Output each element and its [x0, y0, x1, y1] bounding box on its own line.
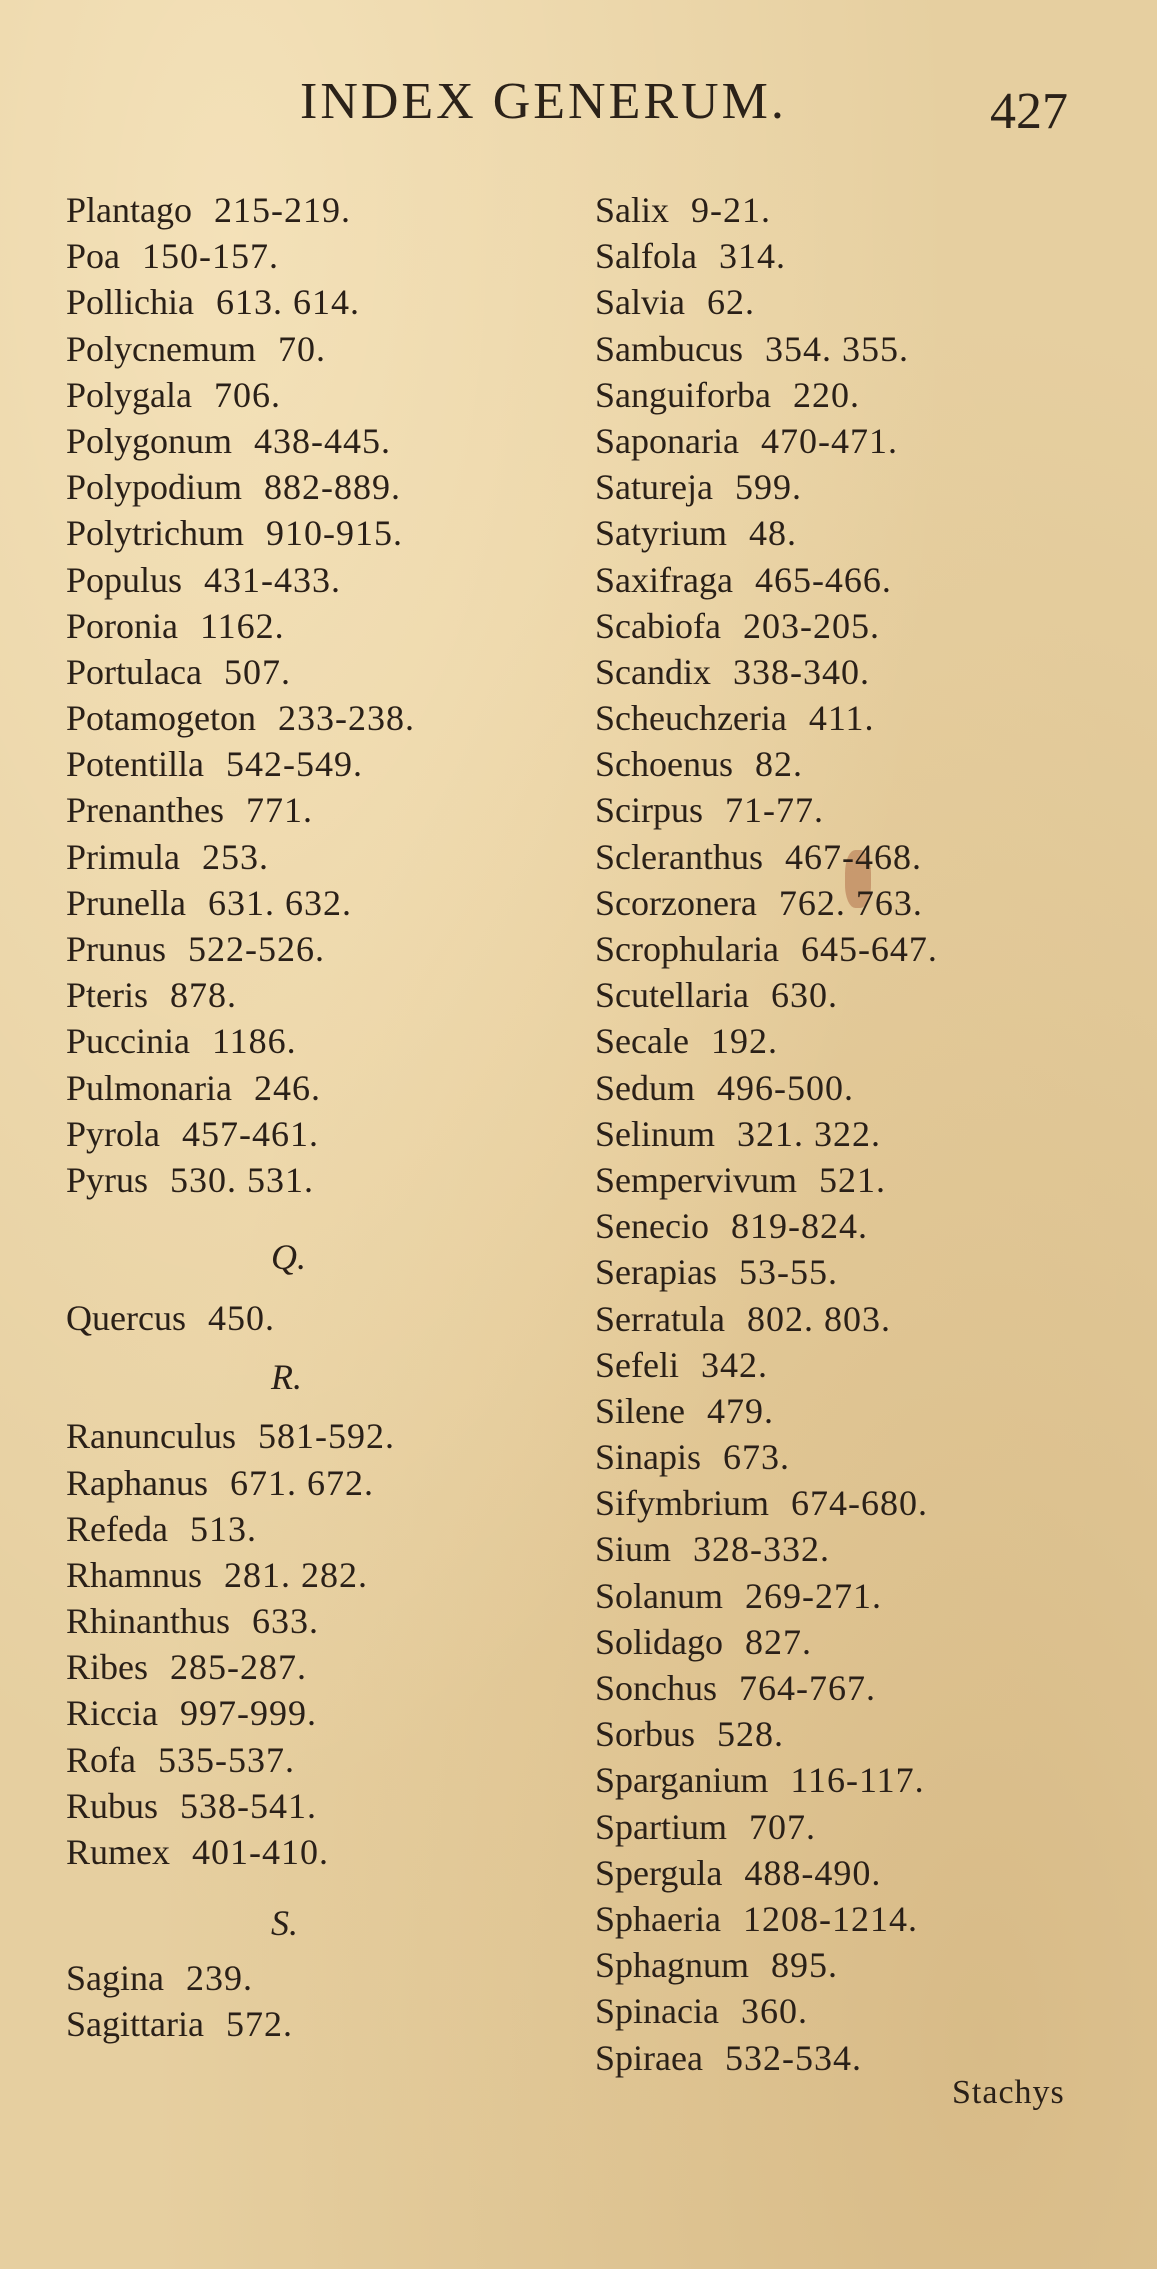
index-entry: [595, 1757, 938, 1803]
index-entry: [595, 557, 938, 603]
genus-name: Scirpus: [595, 790, 703, 831]
genus-name: Poronia: [66, 605, 178, 646]
page-references: 269-271.: [745, 1575, 883, 1616]
page-references: 535-537.: [157, 1739, 295, 1780]
page-references: 116-117.: [790, 1760, 925, 1801]
genus-name: Scandix: [595, 651, 711, 692]
genus-name: Sagittaria: [66, 2004, 204, 2045]
page-number: 427: [990, 83, 1068, 140]
genus-name: Polytrichum: [66, 513, 244, 554]
section-letter-q: Q.: [271, 1237, 306, 1278]
genus-name: Rhamnus: [66, 1554, 203, 1595]
page-references: 674-680.: [791, 1483, 929, 1524]
genus-name: Scheuchzeria: [595, 698, 787, 739]
page-references: 450.: [207, 1298, 275, 1339]
page-references: 1162.: [200, 605, 285, 646]
index-entry: [66, 880, 415, 926]
page-references: 246.: [253, 1067, 321, 1108]
index-entry: [66, 1065, 415, 1111]
genus-name: Pteris: [66, 975, 149, 1016]
genus-name: Polypodium: [66, 467, 243, 508]
page-references: 338-340.: [732, 651, 870, 692]
genus-name: Riccia: [66, 1693, 158, 1734]
index-group-p: [66, 187, 415, 1203]
page-references: 633.: [252, 1601, 320, 1642]
index-entry: [595, 1065, 938, 1111]
section-letter-s: S.: [271, 1903, 298, 1944]
page-references: 431-433.: [204, 559, 342, 600]
page-references: 9-21.: [691, 190, 772, 230]
index-entry: [595, 1018, 938, 1064]
index-entry: [66, 1552, 415, 1598]
index-entry: [66, 926, 415, 972]
page-references: 522-526.: [188, 929, 326, 969]
index-entry: [595, 1619, 938, 1665]
genus-name: Potentilla: [66, 744, 204, 785]
index-group-r: [66, 1413, 415, 1875]
index-entry: [66, 695, 415, 741]
genus-name: Raphanus: [66, 1462, 208, 1503]
index-entry: [66, 2001, 415, 2047]
page-references: 599.: [734, 467, 802, 508]
page-references: 910-915.: [266, 513, 403, 554]
page-references: 706.: [213, 374, 281, 415]
index-entry: [595, 834, 938, 880]
page-references: 220.: [792, 374, 860, 415]
index-entry: [66, 372, 415, 418]
index-entry: [66, 1460, 415, 1506]
genus-name: Solidago: [595, 1621, 724, 1662]
section-letter-r: R.: [271, 1357, 302, 1398]
page-references: 342.: [700, 1344, 768, 1385]
page-references: 764-767.: [739, 1668, 877, 1708]
index-entry: [595, 741, 938, 787]
genus-name: Poa: [66, 236, 120, 277]
genus-name: Scabiofa: [595, 605, 721, 646]
page-references: 538-541.: [180, 1785, 318, 1826]
index-entry: [595, 464, 938, 510]
genus-name: Pyrola: [66, 1113, 160, 1154]
genus-name: Sphaeria: [595, 1898, 721, 1939]
genus-name: Plantago: [66, 190, 192, 230]
index-entry: [66, 972, 415, 1018]
page-references: 613. 614.: [216, 282, 360, 323]
right-index-column: [595, 187, 938, 2081]
page-references: 465-466.: [754, 559, 892, 600]
index-entry: [66, 187, 415, 233]
index-entry: [66, 1598, 415, 1644]
genus-name: Sifymbrium: [595, 1483, 770, 1524]
index-entry: [66, 741, 415, 787]
genus-name: Ranunculus: [66, 1416, 236, 1457]
genus-name: Selinum: [595, 1113, 716, 1154]
genus-name: Portulaca: [66, 651, 202, 692]
index-entry: [595, 1804, 938, 1850]
genus-name: Sempervivum: [595, 1159, 797, 1200]
index-entry: [66, 787, 415, 833]
page-references: 82.: [755, 744, 803, 785]
index-entry: [66, 1413, 415, 1459]
page-references: 479.: [706, 1390, 774, 1431]
page-references: 438-445.: [254, 420, 392, 461]
genus-name: Spiraea: [595, 2037, 703, 2078]
page-references: 239.: [185, 1958, 253, 1999]
index-entry: [595, 279, 938, 325]
genus-name: Spartium: [595, 1806, 727, 1847]
index-entry: [66, 1018, 415, 1064]
index-entry: [595, 1988, 938, 2034]
index-entry: [595, 2035, 938, 2081]
index-group-q: [66, 1295, 415, 1341]
index-entry: [595, 787, 938, 833]
index-entry: [66, 1644, 415, 1690]
genus-name: Polycnemum: [66, 328, 256, 369]
page-references: 530. 531.: [170, 1159, 315, 1200]
genus-name: Sagina: [66, 1958, 164, 1999]
page-references: 997-999.: [179, 1693, 317, 1734]
genus-name: Sorbus: [595, 1714, 696, 1755]
genus-name: Scrophularia: [595, 929, 779, 969]
index-entry: [595, 1296, 938, 1342]
index-entry: [595, 880, 938, 926]
index-entry: [595, 1665, 938, 1711]
genus-name: Quercus: [66, 1298, 186, 1339]
page-references: 281. 282.: [224, 1554, 369, 1595]
genus-name: Refeda: [66, 1508, 168, 1549]
page-references: 878.: [170, 975, 238, 1016]
genus-name: Potamogeton: [66, 698, 256, 739]
page-references: 457-461.: [182, 1113, 319, 1154]
page-references: 328-332.: [693, 1529, 831, 1570]
genus-name: Rhinanthus: [66, 1601, 231, 1642]
page-references: 203-205.: [742, 605, 880, 646]
genus-name: Salvia: [595, 282, 685, 323]
index-entry: [66, 510, 415, 556]
page-references: 53-55.: [738, 1252, 838, 1293]
page-references: 470-471.: [760, 420, 898, 461]
page-references: 48.: [749, 513, 797, 554]
index-entry: [595, 926, 938, 972]
index-entry: [66, 1829, 415, 1875]
page-references: 488-490.: [744, 1852, 882, 1893]
page-references: 542-549.: [226, 744, 363, 785]
genus-name: Prenanthes: [66, 790, 224, 831]
index-entry: [66, 279, 415, 325]
index-entry: [595, 233, 938, 279]
page-references: 354. 355.: [765, 328, 909, 369]
index-entry: [595, 1203, 938, 1249]
genus-name: Senecio: [595, 1206, 709, 1247]
index-group-s: [66, 1955, 415, 2047]
genus-name: Schoenus: [595, 744, 733, 785]
page-references: 707.: [749, 1806, 816, 1847]
genus-name: Satureja: [595, 467, 713, 508]
page-references: 762. 763.: [778, 882, 923, 923]
index-entry: [66, 418, 415, 464]
page-references: 70.: [277, 328, 326, 369]
index-entry: [595, 1111, 938, 1157]
genus-name: Rubus: [66, 1785, 159, 1826]
genus-name: Prunella: [66, 882, 186, 923]
page-references: 360.: [740, 1991, 808, 2032]
genus-name: Puccinia: [66, 1021, 190, 1062]
genus-name: Prunus: [66, 929, 167, 969]
genus-name: Spinacia: [595, 1991, 719, 2032]
index-entry: [66, 464, 415, 510]
page-references: 1186.: [211, 1021, 297, 1062]
index-entry: [595, 1711, 938, 1757]
genus-name: Scutellaria: [595, 975, 749, 1016]
page-references: 496-500.: [717, 1067, 855, 1108]
index-entry: [595, 1942, 938, 1988]
genus-name: Serratula: [595, 1298, 725, 1339]
genus-name: Saponaria: [595, 420, 739, 461]
index-entry: [595, 603, 938, 649]
genus-name: Sedum: [595, 1067, 696, 1108]
page-references: 321. 322.: [737, 1113, 882, 1154]
genus-name: Populus: [66, 559, 183, 600]
index-entry: [66, 1506, 415, 1552]
index-entry: [595, 1850, 938, 1896]
page-references: 1208-1214.: [742, 1898, 918, 1939]
page-references: 572.: [225, 2004, 293, 2045]
genus-name: Scleranthus: [595, 836, 763, 877]
index-entry: [595, 187, 938, 233]
genus-name: Sefeli: [595, 1344, 679, 1385]
page-references: 215-219.: [213, 190, 351, 230]
genus-name: Sium: [595, 1529, 672, 1570]
index-entry: [595, 326, 938, 372]
page-references: 71-77.: [725, 790, 824, 831]
index-entry: [595, 1157, 938, 1203]
genus-name: Rofa: [66, 1739, 136, 1780]
page-references: 771.: [245, 790, 313, 831]
genus-name: Ribes: [66, 1647, 149, 1688]
index-entry: [595, 510, 938, 556]
index-entry: [595, 695, 938, 741]
genus-name: Scorzonera: [595, 882, 757, 923]
genus-name: Sphagnum: [595, 1945, 750, 1986]
index-entry: [595, 972, 938, 1018]
index-entry: [595, 649, 938, 695]
genus-name: Salix: [595, 190, 670, 230]
page-references: 507.: [223, 651, 291, 692]
genus-name: Rumex: [66, 1832, 170, 1872]
page-references: 467-468.: [784, 836, 922, 877]
page-title: INDEX GENERUM.: [300, 73, 787, 130]
page-references: 673.: [723, 1437, 791, 1478]
genus-name: Polygala: [66, 374, 192, 415]
page-references: 233-238.: [277, 698, 415, 739]
index-entry: [66, 233, 415, 279]
genus-name: Spergula: [595, 1852, 723, 1893]
genus-name: Primula: [66, 836, 180, 877]
page-references: 671. 672.: [229, 1462, 374, 1503]
page-references: 630.: [770, 975, 838, 1016]
index-entry: [595, 1342, 938, 1388]
genus-name: Saxifraga: [595, 559, 733, 600]
genus-name: Silene: [595, 1390, 685, 1431]
index-entry: [595, 1573, 938, 1619]
genus-name: Secale: [595, 1021, 689, 1062]
index-entry: [595, 372, 938, 418]
genus-name: Satyrium: [595, 513, 727, 554]
catchword: Stachys: [952, 2074, 1065, 2111]
page-references: 285-287.: [170, 1647, 308, 1688]
genus-name: Solanum: [595, 1575, 724, 1616]
index-entry: [66, 603, 415, 649]
genus-name: Pulmonaria: [66, 1067, 232, 1108]
index-entry: [595, 1480, 938, 1526]
index-entry: [66, 1157, 415, 1203]
index-entry: [595, 1249, 938, 1295]
index-entry: [66, 1955, 415, 2001]
page-references: 192.: [710, 1021, 778, 1062]
index-entry: [66, 1111, 415, 1157]
index-entry: [66, 326, 415, 372]
page-references: 631. 632.: [207, 882, 352, 923]
index-entry: [66, 834, 415, 880]
page-references: 802. 803.: [746, 1298, 891, 1339]
genus-name: Serapias: [595, 1252, 717, 1293]
page-references: 314.: [718, 236, 786, 277]
genus-name: Sonchus: [595, 1668, 718, 1708]
index-entry: [595, 418, 938, 464]
page-references: 253.: [202, 836, 269, 877]
genus-name: Sparganium: [595, 1760, 769, 1801]
genus-name: Polygonum: [66, 420, 233, 461]
page-references: 895.: [771, 1945, 839, 1986]
page-references: 150-157.: [142, 236, 279, 277]
index-entry: [66, 557, 415, 603]
left-index-column: [66, 187, 415, 2048]
page-references: 819-824.: [730, 1206, 868, 1247]
page-references: 411.: [808, 698, 875, 739]
genus-name: Sinapis: [595, 1437, 702, 1478]
index-entry: [66, 649, 415, 695]
index-entry: [66, 1690, 415, 1736]
genus-name: Sambucus: [595, 328, 743, 369]
page-references: 521.: [818, 1159, 886, 1200]
index-entry: [595, 1434, 938, 1480]
index-entry: [595, 1896, 938, 1942]
page-references: 513.: [189, 1508, 257, 1549]
page-references: 827.: [745, 1621, 813, 1662]
page-references: 401-410.: [192, 1832, 329, 1872]
page-references: 645-647.: [800, 929, 938, 969]
index-entry: [595, 1388, 938, 1434]
page-references: 581-592.: [257, 1416, 395, 1457]
index-entry: [66, 1295, 415, 1341]
index-entry: [66, 1737, 415, 1783]
page-references: 882-889.: [264, 467, 402, 508]
genus-name: Pollichia: [66, 282, 194, 323]
page-references: 528.: [717, 1714, 785, 1755]
genus-name: Salfola: [595, 236, 697, 277]
index-entry: [66, 1783, 415, 1829]
genus-name: Sanguiforba: [595, 374, 771, 415]
page-references: 62.: [706, 282, 755, 323]
index-entry: [595, 1526, 938, 1572]
page-references: 532-534.: [724, 2037, 862, 2078]
genus-name: Pyrus: [66, 1159, 149, 1200]
